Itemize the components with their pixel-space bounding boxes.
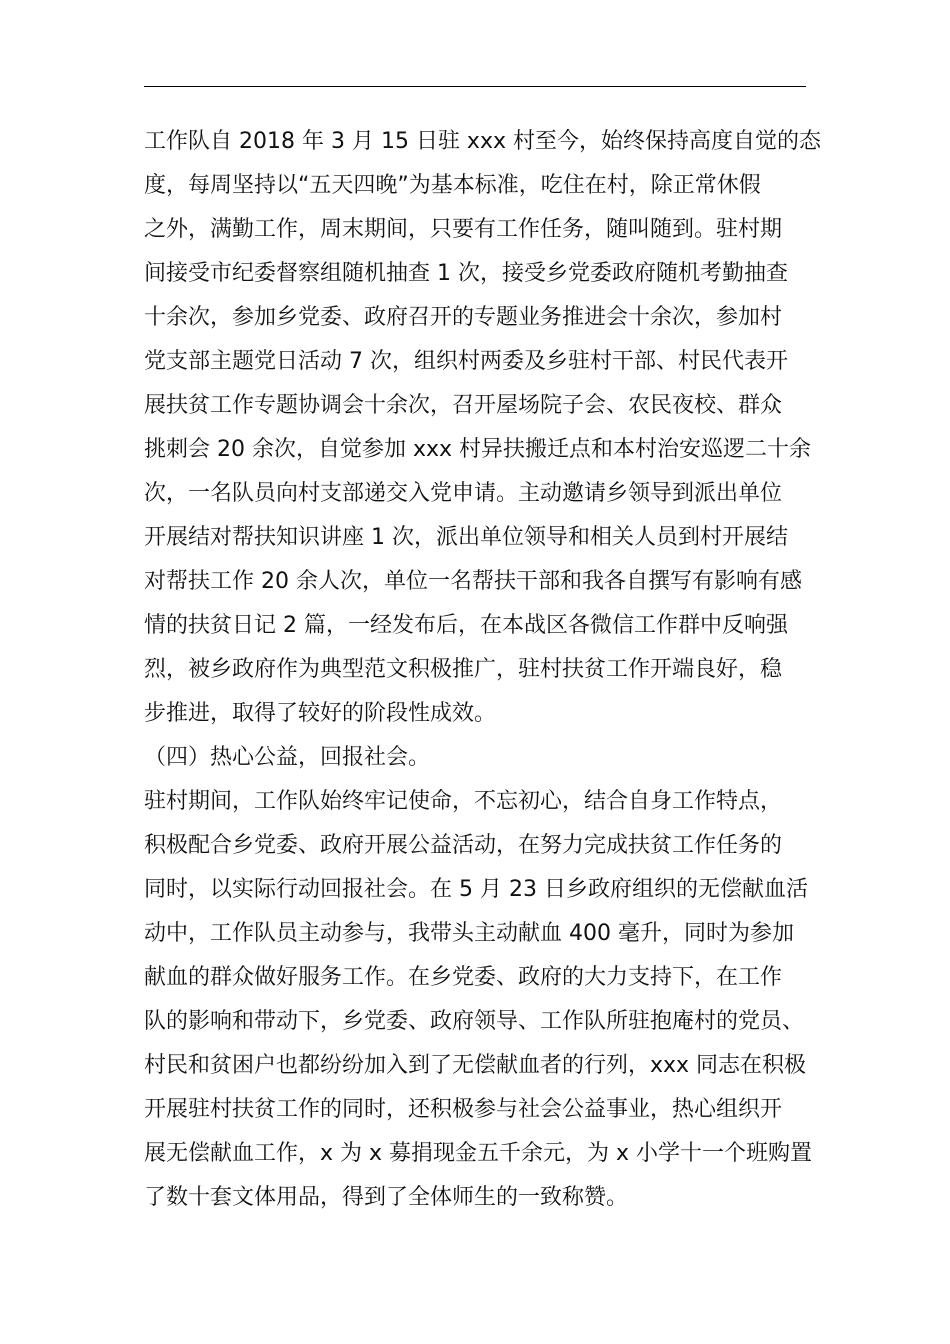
text-line: 次，一名队员向村支部递交入党申请。主动邀请乡领导到派出单位 [144, 481, 783, 506]
text-line: 开展驻村扶贫工作的同时，还积极参与社会公益事业，热心组织开 [144, 1097, 783, 1122]
text-line: 动中，工作队员主动参与，我带头主动献血 400 毫升，同时为参加 [144, 921, 794, 946]
text-line: 度，每周坚持以“五天四晚”为基本标准，吃住在村，除正常休假 [144, 173, 761, 198]
text-line: 驻村期间，工作队始终牢记使命，不忘初心，结合自身工作特点， [144, 789, 783, 814]
section-heading: （四）热心公益，回报社会。 [144, 745, 431, 770]
text-line: 挑刺会 20 余次，自觉参加 xxx 村异扶搬迁点和本村治安巡逻二十余 [144, 437, 812, 462]
text-line: 对帮扶工作 20 余人次，单位一名帮扶干部和我各自撰写有影响有感 [144, 569, 802, 594]
text-line: 村民和贫困户也都纷纷加入到了无偿献血者的行列，xxx 同志在积极 [144, 1053, 807, 1078]
text-line: 了数十套文体用品，得到了全体师生的一致称赞。 [144, 1185, 629, 1210]
text-line: 积极配合乡党委、政府开展公益活动，在努力完成扶贫工作任务的 [144, 833, 783, 858]
text-line: 展无偿献血工作，x 为 x 募捐现金五千余元，为 x 小学十一个班购置 [144, 1141, 813, 1166]
text-line: 情的扶贫日记 2 篇，一经发布后，在本战区各微信工作群中反响强 [144, 613, 788, 638]
text-line: 之外，满勤工作，周末期间，只要有工作任务，随叫随到。驻村期 [144, 217, 783, 242]
text-line: 开展结对帮扶知识讲座 1 次，派出单位领导和相关人员到村开展结 [144, 525, 788, 550]
text-line: 间接受市纪委督察组随机抽查 1 次，接受乡党委政府随机考勤抽查 [144, 261, 788, 286]
text-line: 烈，被乡政府作为典型范文积极推广，驻村扶贫工作开端良好，稳 [144, 657, 783, 682]
text-line: 队的影响和带动下，乡党委、政府领导、工作队所驻抱庵村的党员、 [144, 1009, 805, 1034]
body-text [144, 120, 821, 1220]
text-line: 展扶贫工作专题协调会十余次，召开屋场院子会、农民夜校、群众 [144, 393, 783, 418]
text-line: 步推进，取得了较好的阶段性成效。 [144, 701, 497, 726]
text-line: 党支部主题党日活动 7 次，组织村两委及乡驻村干部、村民代表开 [144, 349, 788, 374]
text-line: 工作队自 2018 年 3 月 15 日驻 xxx 村至今，始终保持高度自觉的态 [144, 129, 821, 154]
header-rule [144, 86, 806, 87]
text-line: 十余次，参加乡党委、政府召开的专题业务推进会十余次，参加村 [144, 305, 783, 330]
text-line: 献血的群众做好服务工作。在乡党委、政府的大力支持下，在工作 [144, 965, 783, 990]
text-line: 同时，以实际行动回报社会。在 5 月 23 日乡政府组织的无偿献血活 [144, 877, 808, 902]
